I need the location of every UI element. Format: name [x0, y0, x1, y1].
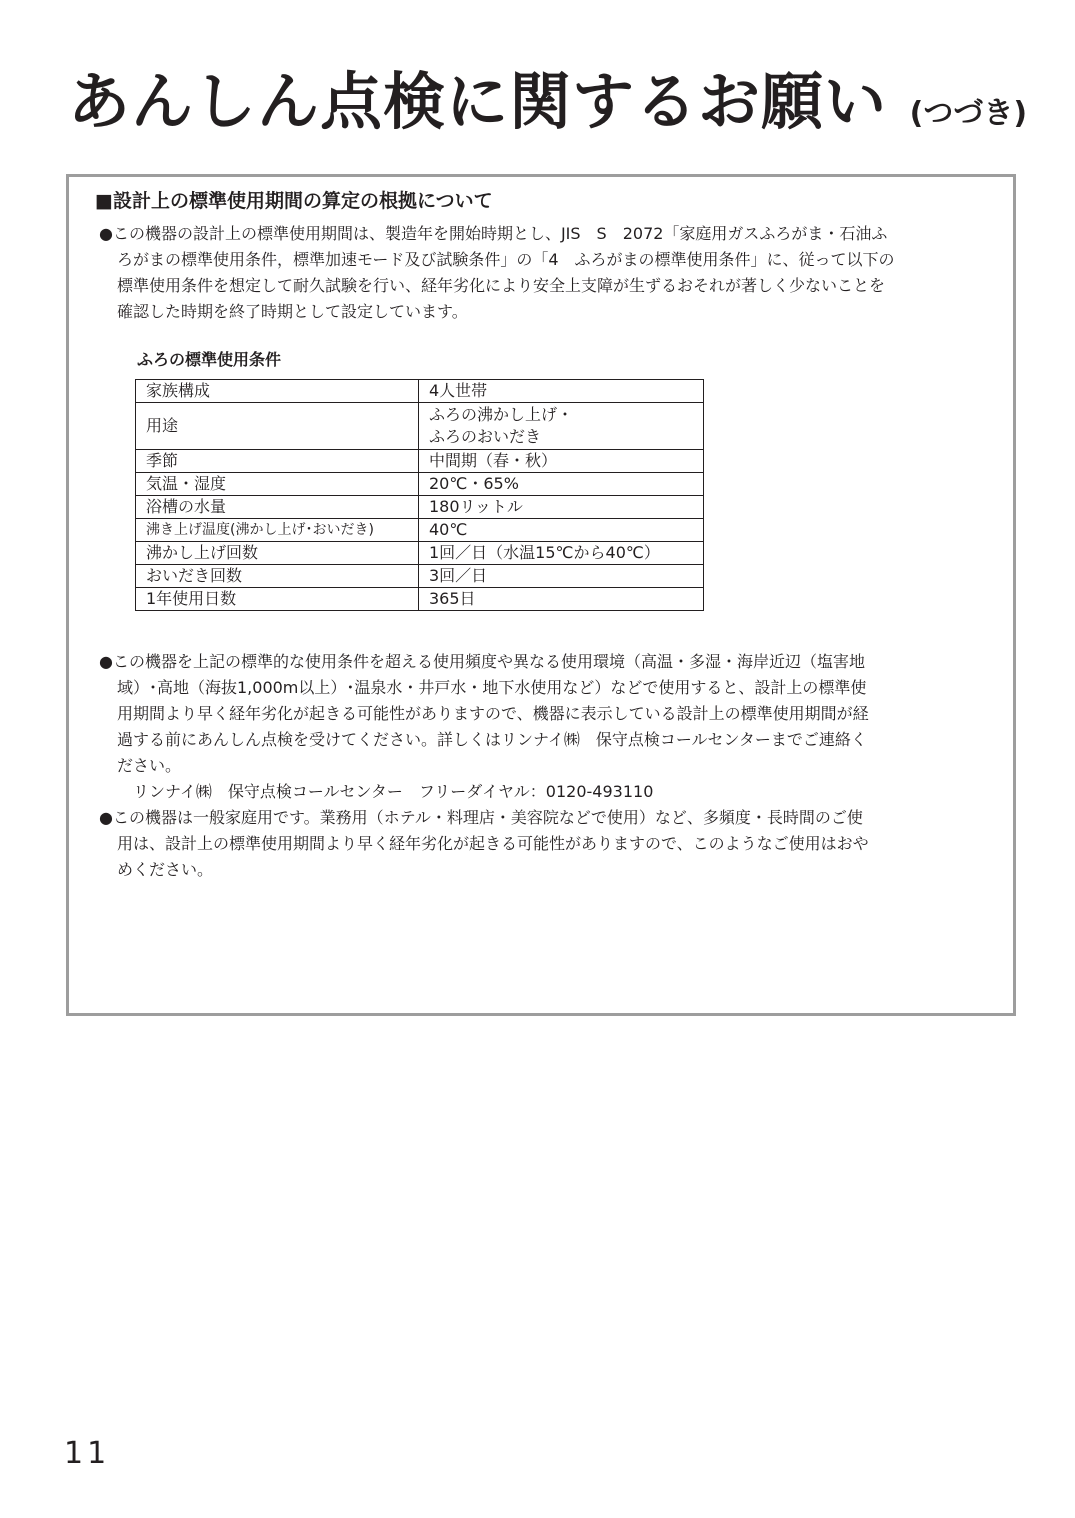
table-cell-key: 家族構成	[136, 380, 419, 403]
table-cell-value: 4人世帯	[419, 380, 704, 403]
table-cell-value: 中間期（春・秋）	[419, 450, 704, 473]
section-heading: ■設計上の標準使用期間の算定の根拠について	[95, 190, 493, 212]
table-row	[136, 403, 704, 450]
table-row	[136, 542, 704, 565]
table-cell-value: 1回／日（水温15℃から40℃）	[419, 542, 704, 565]
paragraph-line: ●この機器は一般家庭用です。業務用（ホテル・料理店・美容院などで使用）など、多頻度・長時間のご使	[99, 808, 863, 827]
paragraph-line: 域）･高地（海抜1,000m以上）･温泉水・井戸水・地下水使用など）などで使用すると、設計上の標準使	[117, 678, 867, 697]
page-title-main: あんしん点検に関するお願い	[68, 65, 888, 138]
paragraph-line: 用は、設計上の標準使用期間より早く経年劣化が起きる可能性がありますので、このようなご使用はおや	[117, 834, 869, 853]
content-panel	[66, 174, 1016, 1016]
paragraph-usage-environment	[99, 649, 869, 805]
paragraph-line: めください。	[117, 860, 214, 879]
table-cell-key: 1年使用日数	[136, 588, 419, 611]
table-cell-key: 沸かし上げ回数	[136, 542, 419, 565]
table-row	[136, 588, 704, 611]
table-cell-key: 用途	[136, 403, 419, 450]
paragraph-line: ださい。	[117, 756, 182, 775]
table-row	[136, 519, 704, 542]
paragraph-line: ろがまの標準使用条件，標準加速モード及び試験条件」の「4 ふろがまの標準使用条件」に、従って以下の	[117, 250, 895, 269]
table-cell-value-line: ふろのおいだき	[429, 427, 542, 446]
table-row	[136, 565, 704, 588]
table-cell-value: 3回／日	[419, 565, 704, 588]
page-title	[68, 62, 1027, 154]
table-row	[136, 473, 704, 496]
paragraph-line: ●この機器を上記の標準的な使用条件を超える使用頻度や異なる使用環境（高温・多湿・海岸近辺（塩害地	[99, 652, 865, 671]
table-cell-key: 沸き上げ温度(沸かし上げ･おいだき)	[136, 519, 419, 542]
paragraph-line: 標準使用条件を想定して耐久試験を行い、経年劣化により安全上支障が生ずるおそれが著しく少ないことを	[117, 276, 886, 295]
table-cell-key: 浴槽の水量	[136, 496, 419, 519]
paragraph-line: ●この機器の設計上の標準使用期間は、製造年を開始時期とし、JIS S 2072「家庭用ガスふろがま・石油ふ	[99, 224, 888, 243]
paragraph-line: 確認した時期を終了時期として設定しています。	[117, 302, 468, 321]
call-center-line: リンナイ㈱ 保守点検コールセンター フリーダイヤル：0120-493110	[117, 782, 654, 801]
table-cell-key: 季節	[136, 450, 419, 473]
table-cell-value: 365日	[419, 588, 704, 611]
paragraph-standard-period	[99, 221, 895, 325]
table-row	[136, 496, 704, 519]
table-cell-value: 180リットル	[419, 496, 704, 519]
page-number: 11	[64, 1436, 111, 1471]
table-cell-value: 20℃・65%	[419, 473, 704, 496]
table-title: ふろの標準使用条件	[137, 350, 282, 369]
paragraph-household-use	[99, 805, 869, 883]
table-cell-value-line: ふろの沸かし上げ・	[429, 405, 574, 424]
table-row	[136, 380, 704, 403]
table-row	[136, 450, 704, 473]
standard-conditions-table	[135, 379, 704, 611]
table-cell-value	[419, 403, 704, 450]
table-cell-key: おいだき回数	[136, 565, 419, 588]
table-cell-key: 気温・湿度	[136, 473, 419, 496]
table-cell-value: 40℃	[419, 519, 704, 542]
paragraph-line: 過する前にあんしん点検を受けてください。詳しくはリンナイ㈱ 保守点検コールセンターまでご連絡く	[117, 730, 867, 749]
paragraph-line: 用期間より早く経年劣化が起きる可能性がありますので、機器に表示している設計上の標準使用期間が経	[117, 704, 869, 723]
page-title-suffix: (つづき)	[909, 96, 1028, 131]
